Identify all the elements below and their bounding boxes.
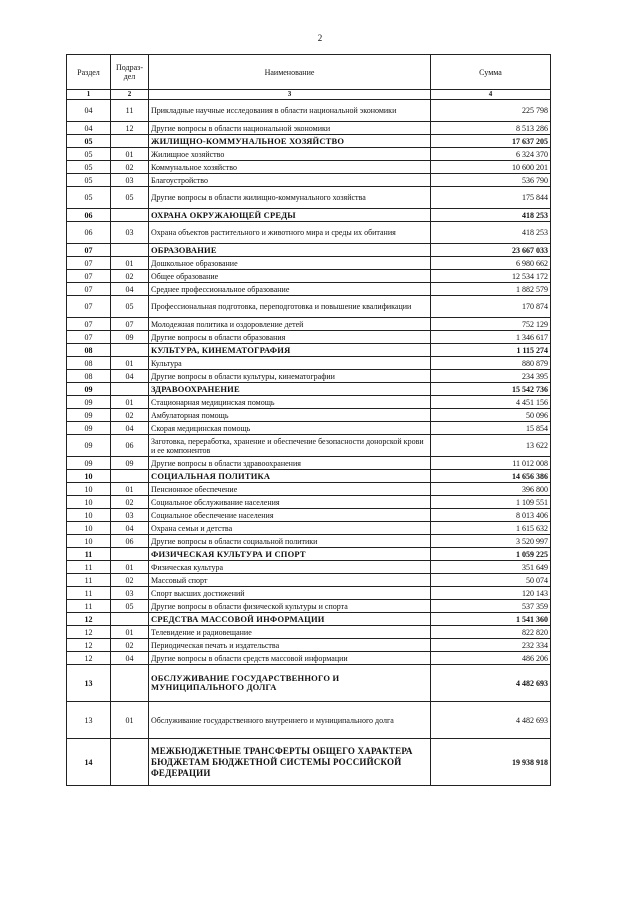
subsection-code-cell xyxy=(111,613,149,626)
name-cell: ФИЗИЧЕСКАЯ КУЛЬТУРА И СПОРТ xyxy=(149,548,431,561)
section-row xyxy=(67,665,551,702)
subsection-code-cell: 02 xyxy=(111,496,149,509)
name-cell: МЕЖБЮДЖЕТНЫЕ ТРАНСФЕРТЫ ОБЩЕГО ХАРАКТЕРА БЮДЖЕТАМ БЮДЖЕТНОЙ СИСТЕМЫ РОССИЙСКОЙ ФЕДЕРАЦИИ xyxy=(149,739,431,786)
name-cell: ОХРАНА ОКРУЖАЮЩЕЙ СРЕДЫ xyxy=(149,209,431,222)
name-cell: Физическая культура xyxy=(149,561,431,574)
subsection-code-cell: 06 xyxy=(111,535,149,548)
section-code-cell: 11 xyxy=(67,561,111,574)
header-name: Наименование xyxy=(149,55,431,90)
section-code-cell: 07 xyxy=(67,244,111,257)
table-row xyxy=(67,652,551,665)
name-cell: Обслуживание государственного внутреннего и муниципального долга xyxy=(149,702,431,739)
section-code-cell: 07 xyxy=(67,318,111,331)
column-number: 2 xyxy=(111,90,149,100)
name-cell: Спорт высших достижений xyxy=(149,587,431,600)
sum-cell: 8 013 406 xyxy=(431,509,551,522)
sum-cell: 11 012 008 xyxy=(431,457,551,470)
section-code-cell: 05 xyxy=(67,161,111,174)
sum-cell: 17 637 205 xyxy=(431,135,551,148)
sum-cell: 1 346 617 xyxy=(431,331,551,344)
section-code-cell: 05 xyxy=(67,148,111,161)
name-cell: Заготовка, переработка, хранение и обеспечение безопасности донорской крови и ее компонентов xyxy=(149,435,431,457)
name-cell: Периодическая печать и издательства xyxy=(149,639,431,652)
subsection-code-cell xyxy=(111,665,149,702)
name-cell: ОБСЛУЖИВАНИЕ ГОСУДАРСТВЕННОГО И МУНИЦИПАЛЬНОГО ДОЛГА xyxy=(149,665,431,702)
name-cell: Среднее профессиональное образование xyxy=(149,283,431,296)
sum-cell: 14 656 386 xyxy=(431,470,551,483)
table-row xyxy=(67,370,551,383)
subsection-code-cell: 04 xyxy=(111,522,149,535)
name-cell: СРЕДСТВА МАССОВОЙ ИНФОРМАЦИИ xyxy=(149,613,431,626)
sum-cell: 3 520 997 xyxy=(431,535,551,548)
sum-cell: 50 096 xyxy=(431,409,551,422)
section-code-cell: 13 xyxy=(67,702,111,739)
sum-cell: 15 854 xyxy=(431,422,551,435)
section-row xyxy=(67,548,551,561)
table-row xyxy=(67,122,551,135)
section-code-cell: 04 xyxy=(67,122,111,135)
section-code-cell: 05 xyxy=(67,187,111,209)
section-code-cell: 10 xyxy=(67,496,111,509)
section-code-cell: 12 xyxy=(67,639,111,652)
section-code-cell: 08 xyxy=(67,344,111,357)
table-row xyxy=(67,357,551,370)
table-row xyxy=(67,174,551,187)
column-number: 3 xyxy=(149,90,431,100)
sum-cell: 10 600 201 xyxy=(431,161,551,174)
section-code-cell: 08 xyxy=(67,370,111,383)
page-number: 2 xyxy=(317,33,323,43)
subsection-code-cell: 02 xyxy=(111,270,149,283)
name-cell: Другие вопросы в области средств массовой информации xyxy=(149,652,431,665)
subsection-code-cell: 04 xyxy=(111,652,149,665)
table-row xyxy=(67,535,551,548)
subsection-code-cell: 01 xyxy=(111,357,149,370)
section-code-cell: 06 xyxy=(67,222,111,244)
section-code-cell: 10 xyxy=(67,522,111,535)
name-cell: Амбулаторная помощь xyxy=(149,409,431,422)
sum-cell: 234 395 xyxy=(431,370,551,383)
section-code-cell: 07 xyxy=(67,283,111,296)
name-cell: Жилищное хозяйство xyxy=(149,148,431,161)
subsection-code-cell: 01 xyxy=(111,561,149,574)
section-code-cell: 07 xyxy=(67,270,111,283)
subsection-code-cell: 03 xyxy=(111,174,149,187)
section-code-cell: 12 xyxy=(67,652,111,665)
section-code-cell: 06 xyxy=(67,209,111,222)
subsection-code-cell: 04 xyxy=(111,422,149,435)
section-code-cell: 11 xyxy=(67,548,111,561)
name-cell: Другие вопросы в области национальной экономики xyxy=(149,122,431,135)
table-row xyxy=(67,270,551,283)
sum-cell: 752 129 xyxy=(431,318,551,331)
subsection-code-cell: 01 xyxy=(111,396,149,409)
sum-cell: 396 800 xyxy=(431,483,551,496)
subsection-code-cell xyxy=(111,739,149,786)
sum-cell: 120 143 xyxy=(431,587,551,600)
section-code-cell: 09 xyxy=(67,409,111,422)
table-row xyxy=(67,161,551,174)
section-code-cell: 10 xyxy=(67,509,111,522)
subsection-code-cell xyxy=(111,135,149,148)
subsection-code-cell: 02 xyxy=(111,574,149,587)
name-cell: Прикладные научные исследования в области национальной экономики xyxy=(149,100,431,122)
subsection-code-cell: 02 xyxy=(111,409,149,422)
subsection-code-cell: 09 xyxy=(111,457,149,470)
section-code-cell: 12 xyxy=(67,613,111,626)
table-header-row xyxy=(67,55,551,90)
table-row xyxy=(67,522,551,535)
sum-cell: 23 667 033 xyxy=(431,244,551,257)
section-code-cell: 09 xyxy=(67,457,111,470)
column-number: 1 xyxy=(67,90,111,100)
section-code-cell: 05 xyxy=(67,174,111,187)
sum-cell: 175 844 xyxy=(431,187,551,209)
name-cell: Общее образование xyxy=(149,270,431,283)
table-row xyxy=(67,435,551,457)
sum-cell: 4 451 156 xyxy=(431,396,551,409)
subsection-code-cell: 02 xyxy=(111,639,149,652)
table-row xyxy=(67,600,551,613)
sum-cell: 822 820 xyxy=(431,626,551,639)
name-cell: Другие вопросы в области здравоохранения xyxy=(149,457,431,470)
name-cell: Молодежная политика и оздоровление детей xyxy=(149,318,431,331)
table-row xyxy=(67,587,551,600)
name-cell: Дошкольное образование xyxy=(149,257,431,270)
table-row xyxy=(67,396,551,409)
subsection-code-cell: 02 xyxy=(111,161,149,174)
table-row xyxy=(67,296,551,318)
table-row xyxy=(67,187,551,209)
table-row xyxy=(67,483,551,496)
subsection-code-cell: 03 xyxy=(111,587,149,600)
section-code-cell: 13 xyxy=(67,665,111,702)
section-code-cell: 09 xyxy=(67,383,111,396)
table-body xyxy=(67,100,551,786)
name-cell: Благоустройство xyxy=(149,174,431,187)
sum-cell: 6 980 662 xyxy=(431,257,551,270)
section-row xyxy=(67,739,551,786)
sum-cell: 880 879 xyxy=(431,357,551,370)
subsection-code-cell: 12 xyxy=(111,122,149,135)
header-section: Раздел xyxy=(67,55,111,90)
name-cell: Культура xyxy=(149,357,431,370)
subsection-code-cell: 05 xyxy=(111,187,149,209)
table-row xyxy=(67,422,551,435)
section-code-cell: 10 xyxy=(67,483,111,496)
section-code-cell: 10 xyxy=(67,535,111,548)
section-code-cell: 10 xyxy=(67,470,111,483)
table-row xyxy=(67,331,551,344)
name-cell: Пенсионное обеспечение xyxy=(149,483,431,496)
subsection-code-cell: 01 xyxy=(111,257,149,270)
section-row xyxy=(67,209,551,222)
name-cell: Социальное обеспечение населения xyxy=(149,509,431,522)
sum-cell: 1 059 225 xyxy=(431,548,551,561)
section-code-cell: 05 xyxy=(67,135,111,148)
subsection-code-cell xyxy=(111,383,149,396)
column-number: 4 xyxy=(431,90,551,100)
sum-cell: 15 542 736 xyxy=(431,383,551,396)
section-row xyxy=(67,383,551,396)
name-cell: Другие вопросы в области культуры, кинематографии xyxy=(149,370,431,383)
section-row xyxy=(67,470,551,483)
name-cell: Другие вопросы в области жилищно-коммунального хозяйства xyxy=(149,187,431,209)
sum-cell: 13 622 xyxy=(431,435,551,457)
name-cell: ЗДРАВООХРАНЕНИЕ xyxy=(149,383,431,396)
column-number-row xyxy=(67,90,551,100)
budget-expenditure-table xyxy=(66,54,551,786)
section-code-cell: 07 xyxy=(67,296,111,318)
sum-cell: 351 649 xyxy=(431,561,551,574)
table-row xyxy=(67,626,551,639)
sum-cell: 170 874 xyxy=(431,296,551,318)
table-row xyxy=(67,561,551,574)
name-cell: ОБРАЗОВАНИЕ xyxy=(149,244,431,257)
section-code-cell: 12 xyxy=(67,626,111,639)
name-cell: КУЛЬТУРА, КИНЕМАТОГРАФИЯ xyxy=(149,344,431,357)
sum-cell: 536 790 xyxy=(431,174,551,187)
sum-cell: 486 206 xyxy=(431,652,551,665)
name-cell: Другие вопросы в области социальной политики xyxy=(149,535,431,548)
sum-cell: 12 534 172 xyxy=(431,270,551,283)
sum-cell: 1 615 632 xyxy=(431,522,551,535)
table-row xyxy=(67,457,551,470)
subsection-code-cell: 04 xyxy=(111,283,149,296)
section-code-cell: 11 xyxy=(67,587,111,600)
name-cell: Телевидение и радиовещание xyxy=(149,626,431,639)
section-code-cell: 09 xyxy=(67,422,111,435)
section-code-cell: 11 xyxy=(67,600,111,613)
name-cell: Стационарная медицинская помощь xyxy=(149,396,431,409)
sum-cell: 1 541 360 xyxy=(431,613,551,626)
sum-cell: 1 115 274 xyxy=(431,344,551,357)
table-row xyxy=(67,574,551,587)
section-row xyxy=(67,135,551,148)
name-cell: Коммунальное хозяйство xyxy=(149,161,431,174)
sum-cell: 4 482 693 xyxy=(431,665,551,702)
subsection-code-cell: 03 xyxy=(111,222,149,244)
sum-cell: 225 798 xyxy=(431,100,551,122)
table-row xyxy=(67,496,551,509)
name-cell: Охрана объектов растительного и животного мира и среды их обитания xyxy=(149,222,431,244)
name-cell: ЖИЛИЩНО-КОММУНАЛЬНОЕ ХОЗЯЙСТВО xyxy=(149,135,431,148)
section-code-cell: 08 xyxy=(67,357,111,370)
subsection-code-cell: 04 xyxy=(111,370,149,383)
subsection-code-cell xyxy=(111,344,149,357)
subsection-code-cell: 03 xyxy=(111,509,149,522)
subsection-code-cell: 05 xyxy=(111,600,149,613)
subsection-code-cell: 07 xyxy=(111,318,149,331)
section-code-cell: 07 xyxy=(67,257,111,270)
subsection-code-cell: 01 xyxy=(111,148,149,161)
section-row xyxy=(67,344,551,357)
name-cell: Другие вопросы в области образования xyxy=(149,331,431,344)
sum-cell: 232 334 xyxy=(431,639,551,652)
section-row xyxy=(67,244,551,257)
table-row xyxy=(67,702,551,739)
table-row xyxy=(67,318,551,331)
section-code-cell: 04 xyxy=(67,100,111,122)
sum-cell: 418 253 xyxy=(431,209,551,222)
subsection-code-cell xyxy=(111,548,149,561)
name-cell: Охрана семьи и детства xyxy=(149,522,431,535)
subsection-code-cell: 01 xyxy=(111,702,149,739)
section-code-cell: 11 xyxy=(67,574,111,587)
subsection-code-cell: 05 xyxy=(111,296,149,318)
sum-cell: 4 482 693 xyxy=(431,702,551,739)
name-cell: Социальное обслуживание населения xyxy=(149,496,431,509)
subsection-code-cell xyxy=(111,209,149,222)
subsection-code-cell: 09 xyxy=(111,331,149,344)
name-cell: Профессиональная подготовка, переподготовка и повышение квалификации xyxy=(149,296,431,318)
section-code-cell: 14 xyxy=(67,739,111,786)
section-row xyxy=(67,613,551,626)
table-row xyxy=(67,100,551,122)
sum-cell: 50 074 xyxy=(431,574,551,587)
subsection-code-cell: 01 xyxy=(111,483,149,496)
subsection-code-cell: 11 xyxy=(111,100,149,122)
sum-cell: 6 324 370 xyxy=(431,148,551,161)
section-code-cell: 09 xyxy=(67,396,111,409)
name-cell: Массовый спорт xyxy=(149,574,431,587)
header-sum: Сумма xyxy=(431,55,551,90)
sum-cell: 537 359 xyxy=(431,600,551,613)
subsection-code-cell: 06 xyxy=(111,435,149,457)
name-cell: Скорая медицинская помощь xyxy=(149,422,431,435)
section-code-cell: 09 xyxy=(67,435,111,457)
sum-cell: 8 513 286 xyxy=(431,122,551,135)
table-row xyxy=(67,639,551,652)
table-row xyxy=(67,257,551,270)
sum-cell: 1 882 579 xyxy=(431,283,551,296)
subsection-code-cell: 01 xyxy=(111,626,149,639)
table-row xyxy=(67,148,551,161)
header-subsection: Подраз-дел xyxy=(111,55,149,90)
table-row xyxy=(67,283,551,296)
name-cell: Другие вопросы в области физической культуры и спорта xyxy=(149,600,431,613)
table-row xyxy=(67,222,551,244)
table-row xyxy=(67,509,551,522)
subsection-code-cell xyxy=(111,470,149,483)
section-code-cell: 07 xyxy=(67,331,111,344)
sum-cell: 418 253 xyxy=(431,222,551,244)
sum-cell: 19 938 918 xyxy=(431,739,551,786)
table-row xyxy=(67,409,551,422)
subsection-code-cell xyxy=(111,244,149,257)
sum-cell: 1 109 551 xyxy=(431,496,551,509)
name-cell: СОЦИАЛЬНАЯ ПОЛИТИКА xyxy=(149,470,431,483)
